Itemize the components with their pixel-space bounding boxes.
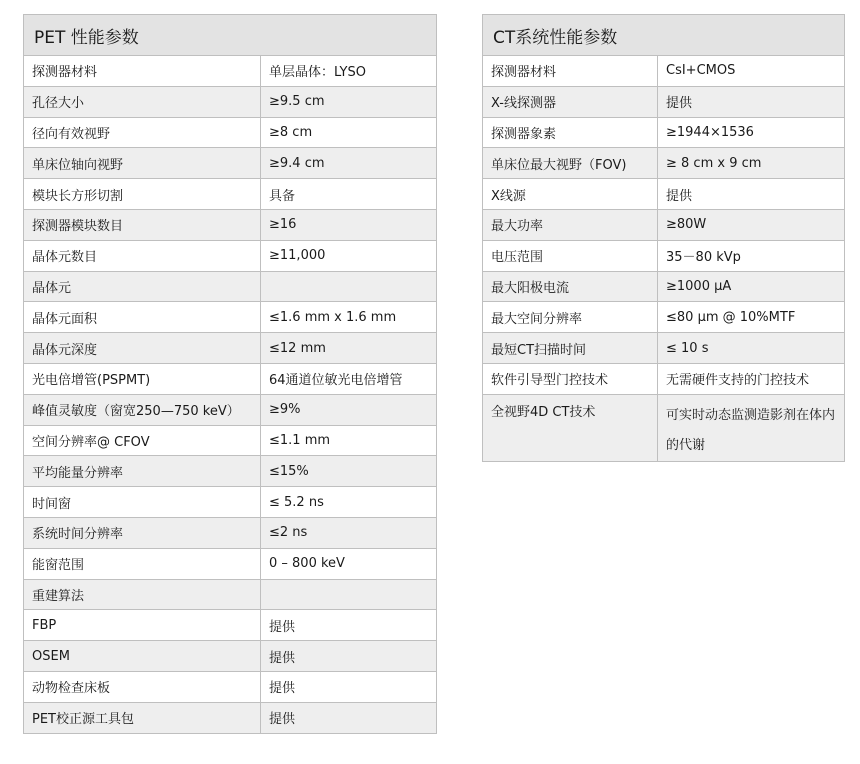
param-value: ≥11,000 [261, 240, 437, 271]
table-row [24, 363, 437, 394]
table-row [24, 548, 437, 579]
param-value: 提供 [261, 671, 437, 702]
param-label: 探测器模块数目 [24, 209, 261, 240]
table-row [24, 394, 437, 425]
param-value: ≥9.5 cm [261, 86, 437, 117]
param-value: ≤12 mm [261, 333, 437, 364]
param-value: 提供 [261, 702, 437, 733]
param-label: 电压范围 [483, 240, 658, 271]
param-value: ≥16 [261, 209, 437, 240]
param-value: 提供 [261, 641, 437, 672]
param-label: 径向有效视野 [24, 117, 261, 148]
param-value: 无需硬件支持的门控技术 [658, 363, 845, 394]
param-label: FBP [24, 610, 261, 641]
param-label: 光电倍增管(PSPMT) [24, 363, 261, 394]
param-label: 空间分辨率@ CFOV [24, 425, 261, 456]
param-label: 孔径大小 [24, 86, 261, 117]
param-value: 35－80 kVp [658, 240, 845, 271]
param-label: X线源 [483, 179, 658, 210]
param-label: 晶体元数目 [24, 240, 261, 271]
param-label: 探测器材料 [24, 56, 261, 87]
param-value: 64通道位敏光电倍增管 [261, 363, 437, 394]
param-label: 晶体元深度 [24, 333, 261, 364]
table-row [24, 456, 437, 487]
param-label: 全视野4D CT技术 [483, 394, 658, 461]
param-value: 提供 [261, 610, 437, 641]
param-label: 晶体元 [24, 271, 261, 302]
param-value: 具备 [261, 179, 437, 210]
table-row [483, 271, 845, 302]
table-row [24, 425, 437, 456]
param-value: ≤2 ns [261, 517, 437, 548]
table-row [24, 117, 437, 148]
table-row [483, 148, 845, 179]
param-label: 最大功率 [483, 209, 658, 240]
param-label: 系统时间分辨率 [24, 517, 261, 548]
param-value [261, 579, 437, 610]
ct-parameters-table [482, 14, 845, 462]
table-row [483, 240, 845, 271]
table-row [24, 240, 437, 271]
table-row [483, 56, 845, 87]
table-row [24, 702, 437, 733]
table-row [24, 271, 437, 302]
param-label: 单床位轴向视野 [24, 148, 261, 179]
param-value: 单层晶体：LYSO [261, 56, 437, 87]
table-row [483, 394, 845, 461]
table-row [483, 117, 845, 148]
param-value: ≤1.6 mm x 1.6 mm [261, 302, 437, 333]
param-label: 平均能量分辨率 [24, 456, 261, 487]
param-value: CsI+CMOS [658, 56, 845, 87]
param-value [261, 271, 437, 302]
param-label: 最大空间分辨率 [483, 302, 658, 333]
param-value: 可实时动态监测造影剂在体内的代谢 [658, 394, 845, 461]
param-label: OSEM [24, 641, 261, 672]
param-value: ≤80 μm @ 10%MTF [658, 302, 845, 333]
pet-parameters-table [23, 14, 437, 734]
table-row [24, 487, 437, 518]
param-value: 提供 [658, 86, 845, 117]
table-row [483, 209, 845, 240]
table-row [24, 86, 437, 117]
param-value: ≥1944×1536 [658, 117, 845, 148]
table-row [24, 333, 437, 364]
table-row [24, 579, 437, 610]
param-label: PET校正源工具包 [24, 702, 261, 733]
param-value: ≥9.4 cm [261, 148, 437, 179]
table-row [24, 302, 437, 333]
table-row [24, 517, 437, 548]
ct-table-title: CT系统性能参数 [483, 15, 845, 56]
pet-table-title: PET 性能参数 [24, 15, 437, 56]
table-row [24, 148, 437, 179]
param-label: 探测器象素 [483, 117, 658, 148]
param-value: ≥9% [261, 394, 437, 425]
param-label: 晶体元面积 [24, 302, 261, 333]
param-value: ≤1.1 mm [261, 425, 437, 456]
param-label: 模块长方形切割 [24, 179, 261, 210]
param-label: 重建算法 [24, 579, 261, 610]
table-row [483, 363, 845, 394]
param-value: ≥ 8 cm x 9 cm [658, 148, 845, 179]
param-label: 单床位最大视野（FOV) [483, 148, 658, 179]
param-label: 能窗范围 [24, 548, 261, 579]
param-label: 峰值灵敏度（窗宽250—750 keV） [24, 394, 261, 425]
table-row [483, 179, 845, 210]
param-value: ≤15% [261, 456, 437, 487]
param-label: X-线探测器 [483, 86, 658, 117]
param-value: ≥8 cm [261, 117, 437, 148]
param-label: 软件引导型门控技术 [483, 363, 658, 394]
table-row [24, 671, 437, 702]
table-row [24, 209, 437, 240]
param-value: ≤ 5.2 ns [261, 487, 437, 518]
table-row [483, 302, 845, 333]
table-row [24, 610, 437, 641]
table-row [24, 641, 437, 672]
param-value: 提供 [658, 179, 845, 210]
param-value: ≥80W [658, 209, 845, 240]
param-value: ≥1000 μA [658, 271, 845, 302]
table-row [483, 86, 845, 117]
table-row [483, 333, 845, 364]
param-label: 时间窗 [24, 487, 261, 518]
param-label: 探测器材料 [483, 56, 658, 87]
table-row [24, 179, 437, 210]
param-label: 最大阳极电流 [483, 271, 658, 302]
param-value: ≤ 10 s [658, 333, 845, 364]
table-row [24, 56, 437, 87]
param-label: 动物检查床板 [24, 671, 261, 702]
param-value: 0 – 800 keV [261, 548, 437, 579]
param-label: 最短CT扫描时间 [483, 333, 658, 364]
